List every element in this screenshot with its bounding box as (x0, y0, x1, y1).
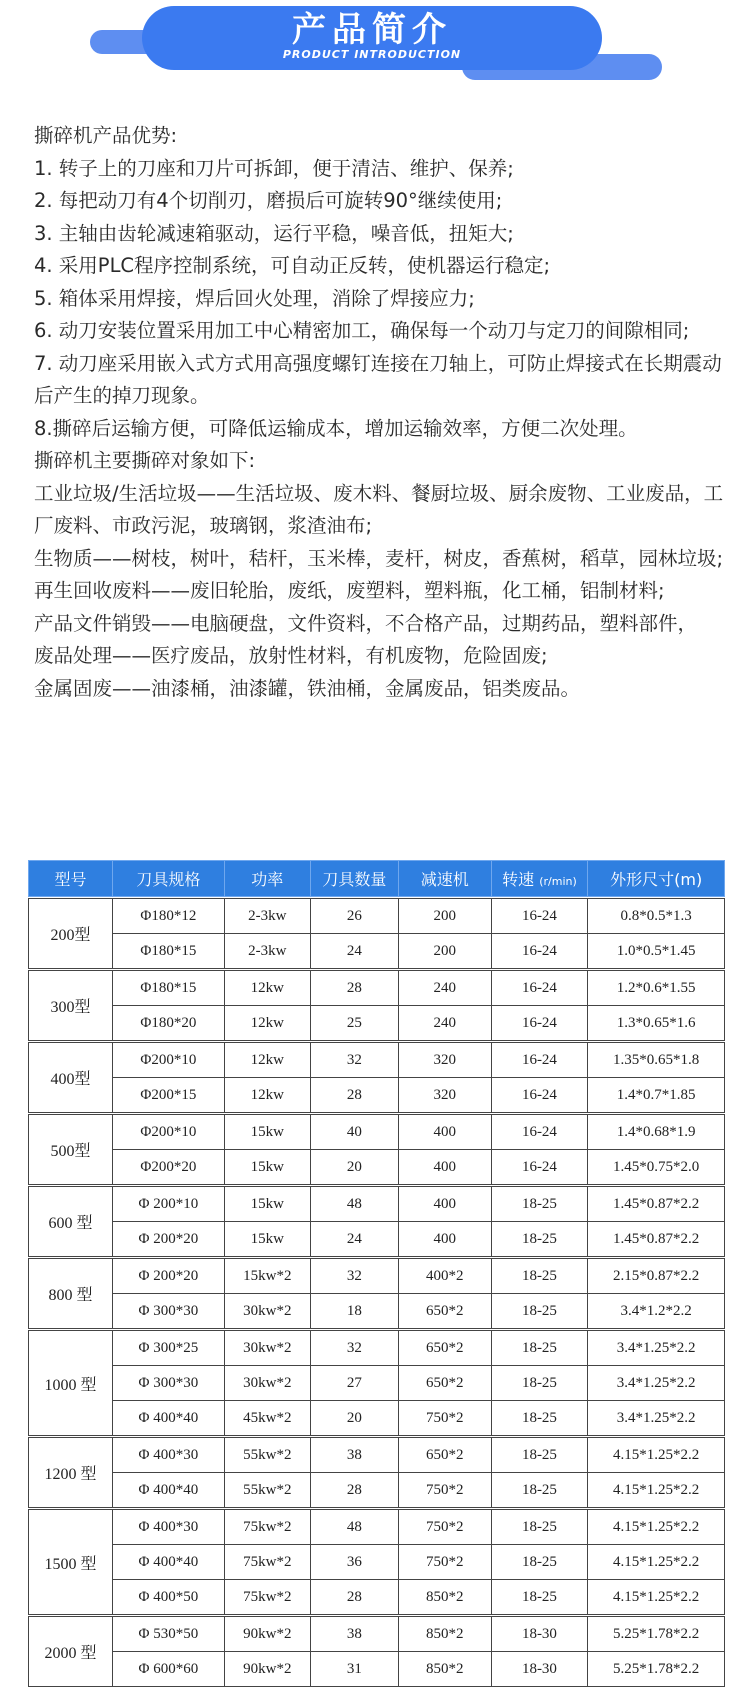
product-description (34, 120, 724, 705)
table-row (29, 1401, 725, 1436)
table-row (29, 899, 725, 934)
description-paragraph: 3. 主轴由齿轮减速箱驱动，运行平稳，噪音低，扭矩大; (34, 221, 514, 245)
blade-spec-cell: Φ 300*30 (112, 1294, 224, 1329)
reducer-cell: 850*2 (399, 1652, 492, 1687)
power-cell: 12kw (224, 1043, 310, 1078)
power-cell: 12kw (224, 971, 310, 1006)
reducer-cell: 850*2 (399, 1580, 492, 1615)
power-cell: 75kw*2 (224, 1545, 310, 1580)
reducer-cell: 750*2 (399, 1473, 492, 1508)
model-cell: 1000 型 (29, 1331, 113, 1436)
blade-count-cell: 36 (310, 1545, 398, 1580)
speed-cell: 18-25 (491, 1580, 588, 1615)
blade-spec-cell: Φ 300*30 (112, 1366, 224, 1401)
blade-count-cell: 26 (310, 899, 398, 934)
table-row (29, 1259, 725, 1294)
dimensions-cell: 1.4*0.68*1.9 (588, 1115, 725, 1150)
reducer-cell: 240 (399, 971, 492, 1006)
blade-count-cell: 24 (310, 1222, 398, 1257)
blade-count-cell: 32 (310, 1043, 398, 1078)
reducer-cell: 850*2 (399, 1617, 492, 1652)
model-cell: 500型 (29, 1115, 113, 1185)
model-cell: 600 型 (29, 1187, 113, 1257)
speed-cell: 18-25 (491, 1438, 588, 1473)
blade-spec-cell: Φ 200*20 (112, 1222, 224, 1257)
description-paragraph: 金属固废——油漆桶，油漆罐，铁油桶，金属废品，铝类废品。 (34, 676, 581, 700)
speed-cell: 18-25 (491, 1473, 588, 1508)
description-paragraph: 再生回收废料——废旧轮胎，废纸，废塑料，塑料瓶，化工桶，铝制材料; (34, 579, 665, 602)
speed-cell: 18-25 (491, 1510, 588, 1545)
dimensions-cell: 1.45*0.75*2.0 (588, 1150, 725, 1185)
dimensions-cell: 3.4*1.25*2.2 (588, 1366, 725, 1401)
blade-count-cell: 18 (310, 1294, 398, 1329)
power-cell: 55kw*2 (224, 1438, 310, 1473)
header-blade-count: 刀具数量 (310, 861, 398, 897)
header-reducer: 减速机 (399, 861, 492, 897)
dimensions-cell: 1.45*0.87*2.2 (588, 1187, 725, 1222)
power-cell: 2-3kw (224, 934, 310, 969)
blade-spec-cell: Φ180*20 (112, 1006, 224, 1041)
blade-spec-cell: Φ 400*40 (112, 1401, 224, 1436)
speed-cell: 18-25 (491, 1294, 588, 1329)
description-paragraph: 工业垃圾/生活垃圾——生活垃圾、废木料、餐厨垃圾、厨余废物、工业废品，工厂废料、市政污泥，玻璃钢，浆渣油布; (34, 481, 724, 537)
power-cell: 2-3kw (224, 899, 310, 934)
model-cell: 2000 型 (29, 1617, 113, 1687)
blade-spec-cell: Φ 400*40 (112, 1473, 224, 1508)
blade-count-cell: 38 (310, 1438, 398, 1473)
dimensions-cell: 0.8*0.5*1.3 (588, 899, 725, 934)
blade-spec-cell: Φ 400*30 (112, 1510, 224, 1545)
power-cell: 15kw (224, 1222, 310, 1257)
power-cell: 75kw*2 (224, 1510, 310, 1545)
power-cell: 15kw (224, 1115, 310, 1150)
blade-spec-cell: Φ200*20 (112, 1150, 224, 1185)
table-row (29, 1366, 725, 1401)
speed-cell: 16-24 (491, 1006, 588, 1041)
blade-spec-cell: Φ 400*50 (112, 1580, 224, 1615)
reducer-cell: 400*2 (399, 1259, 492, 1294)
blade-spec-cell: Φ 300*25 (112, 1331, 224, 1366)
header-speed-label: 转速 (502, 870, 535, 889)
model-cell: 800 型 (29, 1259, 113, 1329)
blade-count-cell: 38 (310, 1617, 398, 1652)
blade-count-cell: 28 (310, 1580, 398, 1615)
header-speed (491, 861, 588, 897)
speed-cell: 18-25 (491, 1331, 588, 1366)
dimensions-cell: 4.15*1.25*2.2 (588, 1438, 725, 1473)
power-cell: 30kw*2 (224, 1331, 310, 1366)
reducer-cell: 650*2 (399, 1294, 492, 1329)
table-row (29, 1510, 725, 1545)
table-row (29, 1438, 725, 1473)
reducer-cell: 320 (399, 1078, 492, 1113)
blade-count-cell: 28 (310, 1078, 398, 1113)
table-row (29, 1580, 725, 1615)
blade-count-cell: 28 (310, 1473, 398, 1508)
description-paragraph: 废品处理——医疗废品，放射性材料，有机废物，危险固废; (34, 644, 548, 667)
blade-spec-cell: Φ180*12 (112, 899, 224, 934)
blade-count-cell: 48 (310, 1510, 398, 1545)
reducer-cell: 650*2 (399, 1366, 492, 1401)
model-cell: 400型 (29, 1043, 113, 1113)
table-row (29, 1078, 725, 1113)
reducer-cell: 200 (399, 899, 492, 934)
reducer-cell: 750*2 (399, 1545, 492, 1580)
model-cell: 1500 型 (29, 1510, 113, 1615)
spec-table-header (29, 861, 725, 897)
header-blade-spec: 刀具规格 (112, 861, 224, 897)
header-model: 型号 (29, 861, 113, 897)
blade-spec-cell: Φ200*10 (112, 1115, 224, 1150)
table-row (29, 1006, 725, 1041)
table-row (29, 1473, 725, 1508)
power-cell: 15kw*2 (224, 1259, 310, 1294)
blade-spec-cell: Φ 200*20 (112, 1259, 224, 1294)
dimensions-cell: 1.2*0.6*1.55 (588, 971, 725, 1006)
blade-count-cell: 27 (310, 1366, 398, 1401)
blade-count-cell: 32 (310, 1259, 398, 1294)
blade-count-cell: 25 (310, 1006, 398, 1041)
description-paragraph: 5. 箱体采用焊接，焊后回火处理，消除了焊接应力; (34, 286, 475, 310)
blade-spec-cell: Φ 400*40 (112, 1545, 224, 1580)
reducer-cell: 400 (399, 1150, 492, 1185)
description-paragraph: 4. 采用PLC程序控制系统，可自动正反转，使机器运行稳定; (34, 254, 551, 277)
power-cell: 30kw*2 (224, 1294, 310, 1329)
spec-table (28, 860, 725, 1687)
banner-subtitle: PRODUCT INTRODUCTION (282, 48, 462, 61)
dimensions-cell: 4.15*1.25*2.2 (588, 1473, 725, 1508)
blade-spec-cell: Φ180*15 (112, 971, 224, 1006)
description-paragraph: 6. 动刀安装位置采用加工中心精密加工，确保每一个动刀与定刀的间隙相同; (34, 319, 690, 342)
blade-count-cell: 20 (310, 1401, 398, 1436)
power-cell: 75kw*2 (224, 1580, 310, 1615)
reducer-cell: 240 (399, 1006, 492, 1041)
dimensions-cell: 4.15*1.25*2.2 (588, 1510, 725, 1545)
reducer-cell: 750*2 (399, 1401, 492, 1436)
blade-count-cell: 31 (310, 1652, 398, 1687)
table-row (29, 1043, 725, 1078)
reducer-cell: 400 (399, 1222, 492, 1257)
reducer-cell: 400 (399, 1187, 492, 1222)
dimensions-cell: 3.4*1.25*2.2 (588, 1401, 725, 1436)
power-cell: 30kw*2 (224, 1366, 310, 1401)
blade-spec-cell: Φ180*15 (112, 934, 224, 969)
section-banner (0, 0, 750, 90)
blade-count-cell: 24 (310, 934, 398, 969)
dimensions-cell: 3.4*1.2*2.2 (588, 1294, 725, 1329)
dimensions-cell: 1.3*0.65*1.6 (588, 1006, 725, 1041)
table-row (29, 1150, 725, 1185)
speed-cell: 16-24 (491, 934, 588, 969)
power-cell: 12kw (224, 1006, 310, 1041)
speed-cell: 18-25 (491, 1259, 588, 1294)
speed-cell: 18-30 (491, 1652, 588, 1687)
blade-count-cell: 48 (310, 1187, 398, 1222)
dimensions-cell: 1.4*0.7*1.85 (588, 1078, 725, 1113)
blade-count-cell: 20 (310, 1150, 398, 1185)
power-cell: 90kw*2 (224, 1652, 310, 1687)
blade-spec-cell: Φ 400*30 (112, 1438, 224, 1473)
dimensions-cell: 4.15*1.25*2.2 (588, 1545, 725, 1580)
speed-cell: 18-25 (491, 1187, 588, 1222)
speed-cell: 18-25 (491, 1545, 588, 1580)
speed-cell: 18-25 (491, 1222, 588, 1257)
speed-cell: 16-24 (491, 1078, 588, 1113)
speed-cell: 18-25 (491, 1401, 588, 1436)
power-cell: 12kw (224, 1078, 310, 1113)
banner-title: 产品简介 (292, 10, 452, 50)
speed-cell: 16-24 (491, 899, 588, 934)
dimensions-cell: 3.4*1.25*2.2 (588, 1331, 725, 1366)
power-cell: 15kw (224, 1187, 310, 1222)
description-paragraph: 7. 动刀座采用嵌入式方式用高强度螺钉连接在刀轴上，可防止焊接式在长期震动后产生的掉刀现象。 (34, 351, 722, 407)
description-paragraph: 撕碎机主要撕碎对象如下: (34, 449, 256, 472)
header-dimensions: 外形尺寸(m) (588, 861, 725, 897)
table-row (29, 971, 725, 1006)
dimensions-cell: 1.45*0.87*2.2 (588, 1222, 725, 1257)
power-cell: 55kw*2 (224, 1473, 310, 1508)
table-row (29, 1187, 725, 1222)
reducer-cell: 400 (399, 1115, 492, 1150)
speed-cell: 16-24 (491, 971, 588, 1006)
blade-spec-cell: Φ 530*50 (112, 1617, 224, 1652)
power-cell: 15kw (224, 1150, 310, 1185)
dimensions-cell: 1.0*0.5*1.45 (588, 934, 725, 969)
model-cell: 300型 (29, 971, 113, 1041)
description-paragraph: 1. 转子上的刀座和刀片可拆卸，便于清洁、维护、保养; (34, 156, 514, 180)
power-cell: 45kw*2 (224, 1401, 310, 1436)
blade-count-cell: 40 (310, 1115, 398, 1150)
description-paragraph: 产品文件销毁——电脑硬盘，文件资料，不合格产品，过期药品，塑料部件， (34, 611, 698, 635)
reducer-cell: 200 (399, 934, 492, 969)
dimensions-cell: 2.15*0.87*2.2 (588, 1259, 725, 1294)
blade-spec-cell: Φ200*15 (112, 1078, 224, 1113)
reducer-cell: 750*2 (399, 1510, 492, 1545)
table-row (29, 1545, 725, 1580)
dimensions-cell: 5.25*1.78*2.2 (588, 1652, 725, 1687)
description-paragraph: 生物质——树枝，树叶，秸杆，玉米棒，麦杆，树皮，香蕉树，稻草，园林垃圾; (34, 546, 724, 570)
blade-count-cell: 32 (310, 1331, 398, 1366)
header-power: 功率 (224, 861, 310, 897)
blade-spec-cell: Φ 200*10 (112, 1187, 224, 1222)
speed-cell: 18-25 (491, 1366, 588, 1401)
header-speed-unit: (r/min) (539, 875, 577, 888)
speed-cell: 18-30 (491, 1617, 588, 1652)
dimensions-cell: 1.35*0.65*1.8 (588, 1043, 725, 1078)
table-row (29, 1617, 725, 1652)
model-cell: 1200 型 (29, 1438, 113, 1508)
speed-cell: 16-24 (491, 1150, 588, 1185)
table-row (29, 934, 725, 969)
description-paragraph: 撕碎机产品优势: (34, 124, 178, 147)
table-row (29, 1115, 725, 1150)
reducer-cell: 320 (399, 1043, 492, 1078)
description-paragraph: 8.撕碎后运输方便，可降低运输成本，增加运输效率，方便二次处理。 (34, 416, 638, 440)
speed-cell: 16-24 (491, 1115, 588, 1150)
speed-cell: 16-24 (491, 1043, 588, 1078)
table-row (29, 1294, 725, 1329)
table-row (29, 1222, 725, 1257)
model-cell: 200型 (29, 899, 113, 969)
power-cell: 90kw*2 (224, 1617, 310, 1652)
dimensions-cell: 4.15*1.25*2.2 (588, 1580, 725, 1615)
description-paragraph: 2. 每把动刀有4个切削刃，磨损后可旋转90°继续使用; (34, 189, 503, 212)
dimensions-cell: 5.25*1.78*2.2 (588, 1617, 725, 1652)
table-row (29, 1652, 725, 1687)
table-row (29, 1331, 725, 1366)
blade-spec-cell: Φ200*10 (112, 1043, 224, 1078)
reducer-cell: 650*2 (399, 1331, 492, 1366)
reducer-cell: 650*2 (399, 1438, 492, 1473)
blade-count-cell: 28 (310, 971, 398, 1006)
blade-spec-cell: Φ 600*60 (112, 1652, 224, 1687)
